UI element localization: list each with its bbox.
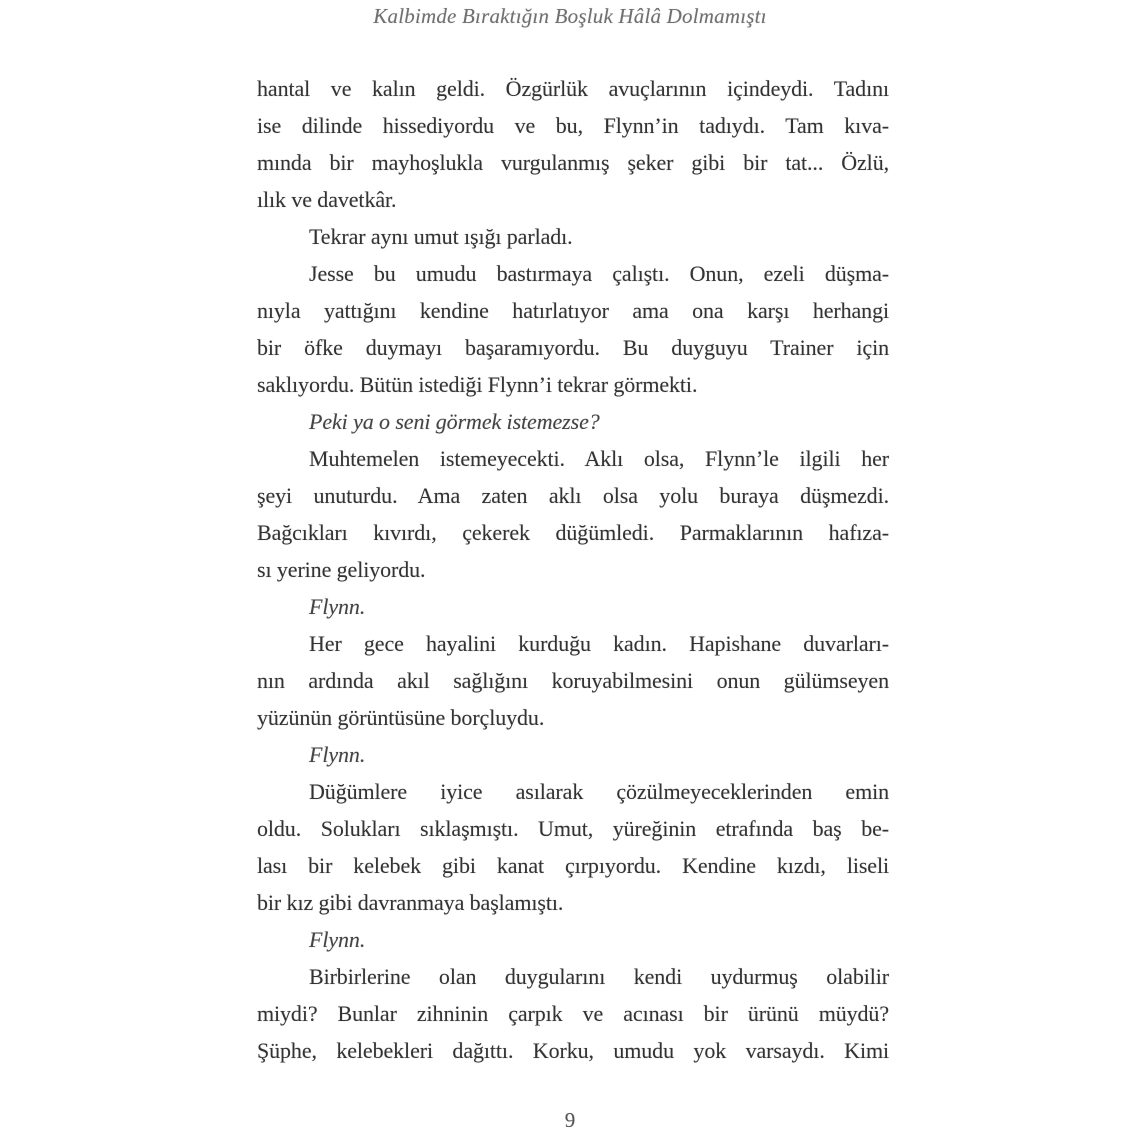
text-line: yüzünün görüntüsüne borçluydu. xyxy=(257,705,545,730)
text-line: bir öfke duymayı başaramıyordu. Bu duyguyu Trainer için xyxy=(257,335,889,360)
paragraph xyxy=(257,958,889,1069)
text-line: oldu. Solukları sıklaşmıştı. Umut, yüreğinin etrafında baş be- xyxy=(257,816,889,841)
text-line: Düğümlere iyice asılarak çözülmeyeceklerinden emin xyxy=(309,779,889,804)
text-line: Flynn. xyxy=(309,927,366,952)
text-line: Flynn. xyxy=(309,742,366,767)
text-line: nın ardında akıl sağlığını koruyabilmesini onun gülümseyen xyxy=(257,668,889,693)
body-text xyxy=(257,70,889,1069)
text-line: Jesse bu umudu bastırmaya çalıştı. Onun, ezeli düşma- xyxy=(309,261,889,286)
paragraph-italic xyxy=(257,921,889,958)
paragraph xyxy=(257,440,889,588)
paragraph-italic xyxy=(257,588,889,625)
text-line: Tekrar aynı umut ışığı parladı. xyxy=(309,224,573,249)
text-line: Bağcıkları kıvırdı, çekerek düğümledi. Parmaklarının hafıza- xyxy=(257,520,889,545)
running-header: Kalbimde Bıraktığın Boşluk Hâlâ Dolmamıştı xyxy=(373,4,767,28)
text-line: bir kız gibi davranmaya başlamıştı. xyxy=(257,890,564,915)
page-number: 9 xyxy=(564,1108,576,1132)
text-line: Peki ya o seni görmek istemezse? xyxy=(309,409,600,434)
text-line: ılık ve davetkâr. xyxy=(257,187,397,212)
paragraph-italic xyxy=(257,403,889,440)
text-line: nıyla yattığını kendine hatırlatıyor ama ona karşı herhangi xyxy=(257,298,889,323)
text-line: saklıyordu. Bütün istediği Flynn’i tekrar görmekti. xyxy=(257,372,698,397)
text-line: hantal ve kalın geldi. Özgürlük avuçlarının içindeydi. Tadını xyxy=(257,76,889,101)
paragraph-italic xyxy=(257,736,889,773)
text-line: sı yerine geliyordu. xyxy=(257,557,426,582)
text-line: Şüphe, kelebekleri dağıttı. Korku, umudu yok varsaydı. Kimi xyxy=(257,1038,889,1063)
text-line: mında bir mayhoşlukla vurgulanmış şeker gibi bir tat... Özlü, xyxy=(257,150,889,175)
paragraph xyxy=(257,625,889,736)
paragraph xyxy=(257,255,889,403)
text-line: Birbirlerine olan duygularını kendi uydurmuş olabilir xyxy=(309,964,889,989)
paragraph xyxy=(257,218,889,255)
text-line: miydi? Bunlar zihninin çarpık ve acınası bir ürünü müydü? xyxy=(257,1001,889,1026)
paragraph xyxy=(257,773,889,921)
text-line: Her gece hayalini kurduğu kadın. Hapishane duvarları- xyxy=(309,631,889,656)
text-line: lası bir kelebek gibi kanat çırpıyordu. Kendine kızdı, liseli xyxy=(257,853,889,878)
text-line: Flynn. xyxy=(309,594,366,619)
text-line: Muhtemelen istemeyecekti. Aklı olsa, Flynn’le ilgili her xyxy=(309,446,889,471)
text-line: şeyi unuturdu. Ama zaten aklı olsa yolu buraya düşmezdi. xyxy=(257,483,889,508)
text-line: ise dilinde hissediyordu ve bu, Flynn’in tadıydı. Tam kıva- xyxy=(257,113,889,138)
paragraph xyxy=(257,70,889,218)
